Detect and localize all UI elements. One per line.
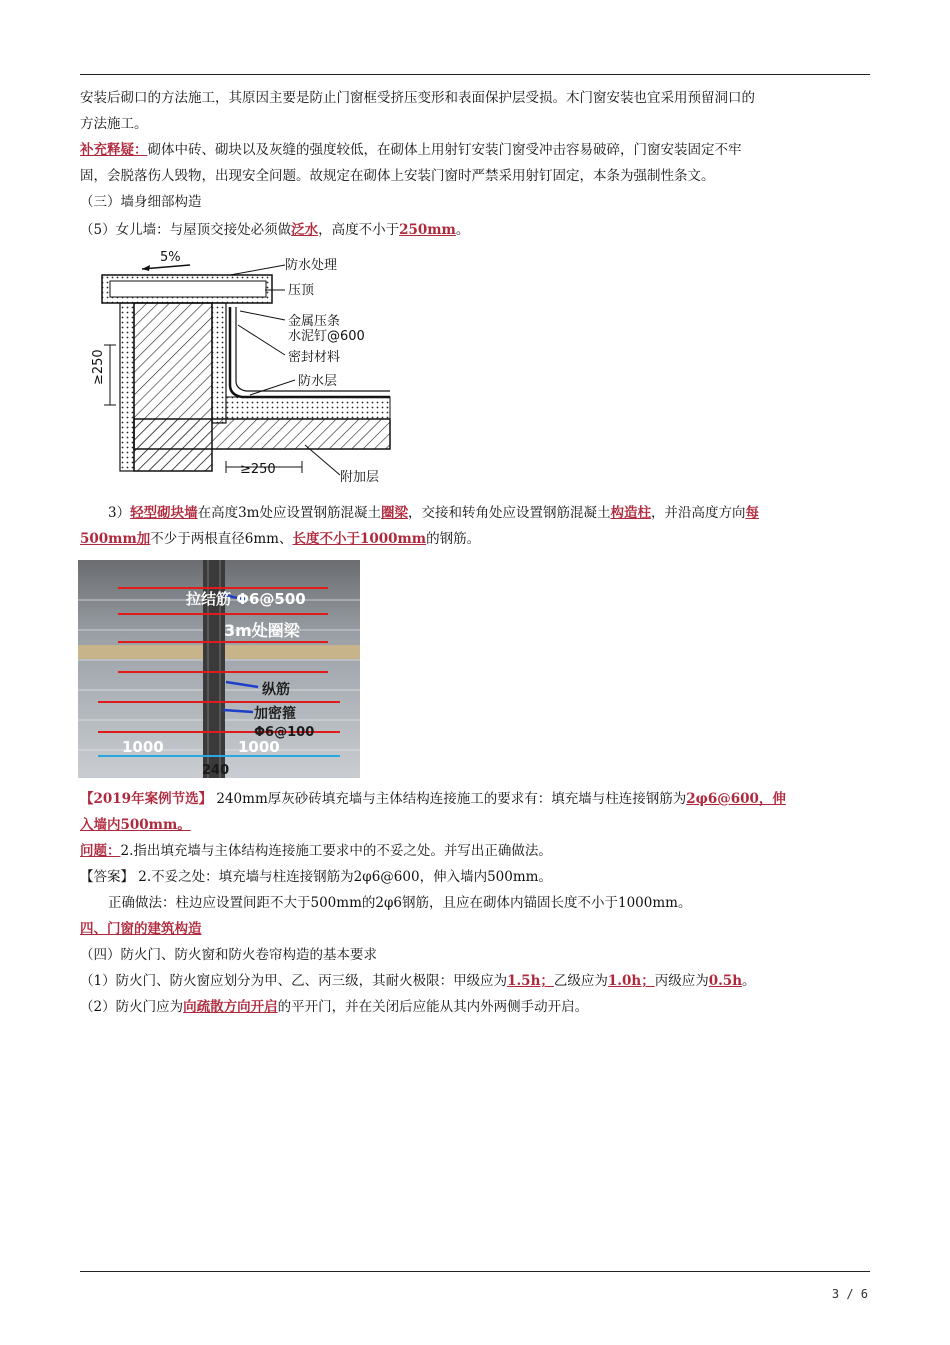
paragraph-line: 正确做法：柱边应设置间距不大于500mm的2φ6钢筋，且应在砌体内锚固长度不小于1000mm。 [108,895,692,911]
label-coping: 压顶 [288,283,315,298]
label-cement-nail: 水泥钉@600 [288,329,365,344]
photo-label-ring-beam: 3m处圈梁 [224,621,300,640]
paragraph-line: 安装后砌口的方法施工，其原因主要是防止门窗框受挤压变形和表面保护层受损。木门窗安装也宜采用预留洞口的 [80,90,755,106]
paragraph-line: （四）防火门、防火窗和防火卷帘构造的基本要求 [80,947,377,963]
paragraph-line: （5）女儿墙：与屋顶交接处必须做泛水，高度不小于250mm。 [80,222,470,238]
label-metal-strip: 金属压条 [288,314,341,329]
section-heading: 四、门窗的建筑构造 [80,921,202,937]
header-rule [80,74,870,75]
section-heading: （三）墙身细部构造 [80,194,202,210]
photo-dim-left: 1000 [122,738,164,756]
label-waterproof-layer: 防水层 [298,374,338,389]
photo-label-longitudinal: 纵筋 [262,682,290,698]
paragraph-line: 问题：2.指出填充墙与主体结构连接施工要求中的不妥之处。并写出正确做法。 [80,843,552,859]
paragraph-line: 【答案】 2.不妥之处：填充墙与柱连接钢筋为2φ6@600，伸入墙内500mm。 [80,869,552,885]
page-number: 3 / 6 [831,1287,868,1301]
dim-horizontal: ≥250 [240,462,276,477]
photo-label-stirrup-spacing: Φ6@100 [254,725,315,740]
label-additional-layer: 附加层 [340,470,380,485]
paragraph-line: 方法施工。 [80,116,148,132]
photo-dim-right: 1000 [238,738,280,756]
paragraph-line: 补充释疑：砌体中砖、砌块以及灰缝的强度较低，在砌体上用射钉安装门窗受冲击容易破碎，门窗安装固定不牢 [80,142,742,158]
paragraph-line: 固，会脱落伤人毁物，出现安全问题。故规定在砌体上安装门窗时严禁采用射钉固定，本条为强制性条文。 [80,168,715,184]
label-waterproofing: 防水处理 [285,258,338,273]
paragraph-line: 500mm加不少于两根直径6mm、长度不小于1000mm的钢筋。 [80,531,481,547]
supplement-label: 补充释疑： [80,142,148,158]
label-sealant: 密封材料 [288,350,341,365]
case-excerpt-label: 【2019年案例节选】 [80,791,213,807]
paragraph-line: （1）防火门、防火窗应划分为甲、乙、丙三级，其耐火极限：甲级应为1.5h；乙级应为1.0h；丙级应为0.5h。 [80,973,756,989]
dim-vertical: ≥250 [91,349,106,385]
parapet-diagram [80,245,400,490]
paragraph-line: 3）轻型砌块墙在高度3m处应设置钢筋混凝土圈梁，交接和转角处应设置钢筋混凝土构造柱，并沿高度方向每 [108,505,759,521]
block-wall-photo [78,560,360,778]
paragraph-line: 【2019年案例节选】 240mm厚灰砂砖填充墙与主体结构连接施工的要求有：填充墙与柱连接钢筋为2φ6@600，伸 [80,791,786,807]
footer-rule [80,1271,870,1272]
paragraph-line: （2）防火门应为向疏散方向开启的平开门，并在关闭后应能从其内外两侧手动开启。 [80,999,589,1015]
paragraph-line: 入墙内500mm。 [80,817,191,833]
slope-label: 5% [160,250,181,265]
photo-label-stirrup: 加密箍 [254,706,296,722]
photo-label-tie-bar: 拉结筋 Φ6@500 [186,590,306,608]
question-label: 问题： [80,843,121,859]
photo-dim-column: 240 [202,763,230,778]
